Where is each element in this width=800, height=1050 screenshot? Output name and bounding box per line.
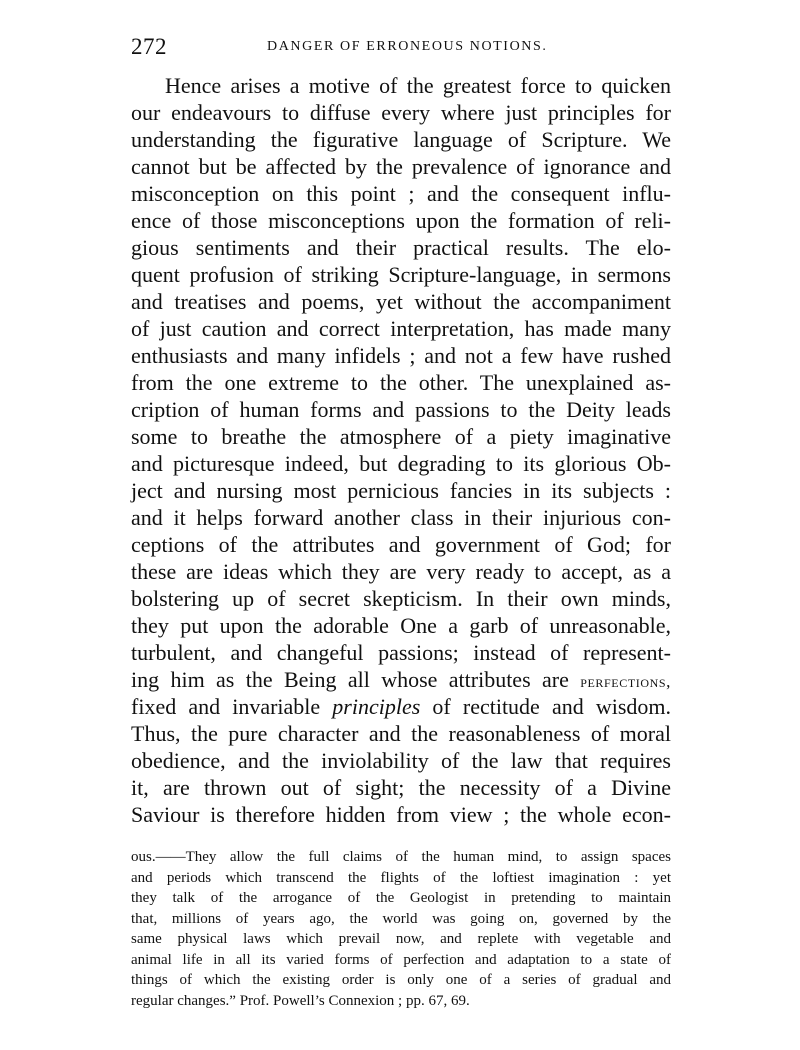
small-caps-word: perfections, (580, 672, 672, 691)
text-line: ceptions of the attributes and government of God; for (131, 532, 671, 557)
main-text (131, 72, 671, 828)
text-line: Saviour is therefore hidden from view ; the whole econ- (131, 802, 671, 827)
text-line: bolstering up of secret skepticism. In their own minds, (131, 586, 671, 611)
text-span: of rectitude and wisdom. (432, 694, 671, 719)
text-line: understanding the figurative language of Scripture. We (131, 127, 671, 152)
text-line: and it helps forward another class in their injurious con- (131, 505, 671, 530)
text-line: they put upon the adorable One a garb of unreasonable, (131, 613, 671, 638)
footnote-line: ous.——They allow the full claims of the human mind, to assign spaces (131, 849, 671, 865)
text-line: Thus, the pure character and the reasonableness of moral (131, 721, 671, 746)
text-line: ence of those misconceptions upon the formation of reli- (131, 208, 671, 233)
italic-word: principles (332, 694, 421, 719)
footnote-line: regular changes.” Prof. Powell’s Connexion ; pp. 67, 69. (131, 992, 470, 1009)
footnote-line: that, millions of years ago, the world was going on, governed by the (131, 910, 671, 927)
text-span: fixed and invariable (131, 694, 321, 719)
text-line: misconception on this point ; and the consequent influ- (131, 181, 671, 206)
text-line: and treatises and poems, yet without the accompaniment (131, 289, 671, 314)
text-line: Hence arises a motive of the greatest force to quicken (165, 73, 671, 98)
footnote (131, 847, 671, 1011)
text-line: of just caution and correct interpretation, has made many (131, 316, 671, 341)
footnote-line: same physical laws which prevail now, and replete with vegetable and (131, 931, 671, 947)
footnote-line: they talk of the arrogance of the Geologist in pretending to maintain (131, 890, 671, 906)
running-head (131, 32, 671, 62)
text-line: and picturesque indeed, but degrading to its glorious Ob- (131, 451, 671, 476)
footnote-line: and periods which transcend the flights of the loftiest imagination : yet (131, 869, 671, 886)
text-line: cannot but be affected by the prevalence of ignorance and (131, 154, 671, 179)
text-line: these are ideas which they are very ready to accept, as a (131, 559, 671, 584)
text-line: from the one extreme to the other. The unexplained as- (131, 370, 671, 395)
text-line: gious sentiments and their practical results. The elo- (131, 235, 671, 260)
text-line (131, 666, 671, 693)
running-title: DANGER OF ERRONEOUS NOTIONS. (267, 39, 548, 54)
text-line: our endeavours to diffuse every where just principles for (131, 100, 671, 125)
footnote-line: animal life in all its varied forms of perfection and adaptation to a state of (131, 951, 671, 968)
text-line: turbulent, and changeful passions; instead of represent- (131, 640, 671, 665)
text-span: ing him as the Being all whose attributes are (131, 667, 569, 692)
footnote-line: things of which the existing order is only one of a series of gradual and (131, 972, 671, 988)
text-line: quent profusion of striking Scripture-language, in sermons (131, 262, 671, 287)
text-line: it, are thrown out of sight; the necessity of a Divine (131, 775, 671, 800)
text-line: obedience, and the inviolability of the law that requires (131, 748, 671, 773)
text-line: enthusiasts and many infidels ; and not a few have rushed (131, 343, 671, 368)
text-line: some to breathe the atmosphere of a piety imaginative (131, 424, 671, 449)
text-line: cription of human forms and passions to the Deity leads (131, 397, 671, 422)
page-number: 272 (131, 34, 167, 59)
text-line: ject and nursing most pernicious fancies in its subjects : (131, 478, 671, 503)
text-line (131, 693, 671, 720)
